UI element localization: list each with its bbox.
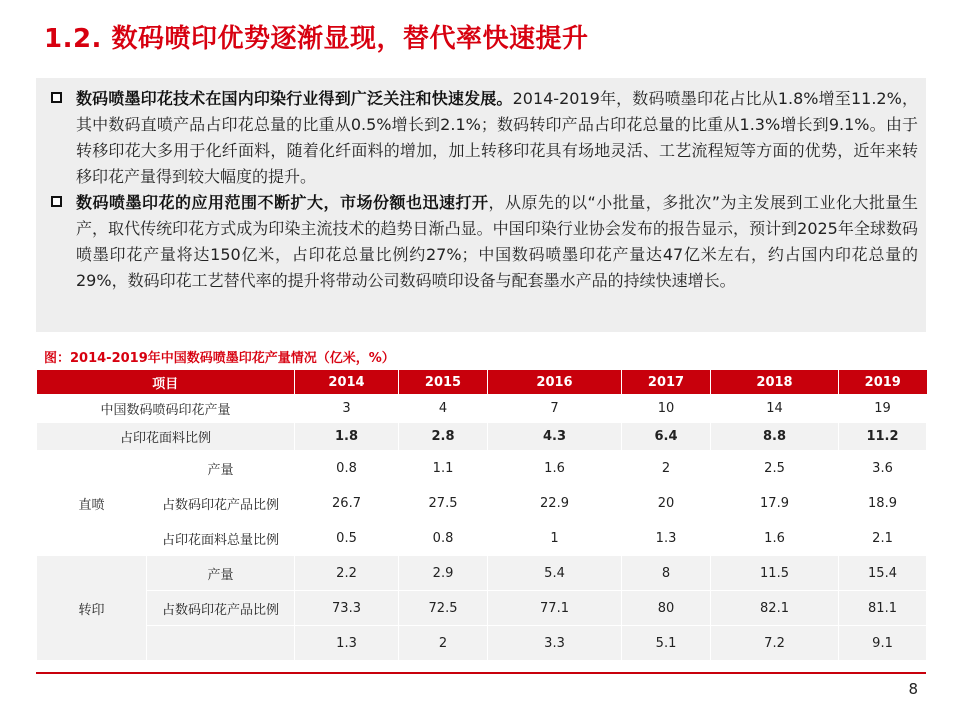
table-cell: 18.9 <box>839 486 927 521</box>
table-cell: 11.5 <box>711 556 839 591</box>
bullet-body <box>76 86 918 190</box>
group-label-direct: 直喷 <box>37 451 147 556</box>
table-cell: 2 <box>399 626 488 661</box>
table-row <box>37 423 927 451</box>
bullet-text: 2014-2019年，数码喷墨印花占比从1.8%增至11.2%，其中数码直喷产品占印花总量的比重从0.5%增长到2.1%；数码转印产品占印花总量的比重从1.3%增长到9.1%。由于转移印花大多用于化纤面料，随着化纤面料的增加，加上转移印花具有场地灵活、工艺流程短等方面的优势，近年来转移印花产量得到较大幅度的提升。 <box>76 89 918 186</box>
table-cell: 6.4 <box>622 423 711 451</box>
row-label: 产量 <box>147 451 295 486</box>
table-cell: 2 <box>622 451 711 486</box>
page-title: 1.2. 数码喷印优势逐渐显现，替代率快速提升 <box>44 24 589 54</box>
table-cell: 5.4 <box>488 556 622 591</box>
table-cell: 5.1 <box>622 626 711 661</box>
table-row <box>37 486 927 521</box>
table-cell: 20 <box>622 486 711 521</box>
table-cell: 11.2 <box>839 423 927 451</box>
table-cell: 2.2 <box>295 556 399 591</box>
table-cell: 82.1 <box>711 591 839 626</box>
table-row <box>37 521 927 556</box>
header-year: 2018 <box>711 370 839 395</box>
table-cell: 8 <box>622 556 711 591</box>
table-header-row <box>37 370 927 395</box>
table-cell: 73.3 <box>295 591 399 626</box>
square-bullet-icon <box>36 190 76 294</box>
table-row <box>37 451 927 486</box>
table-cell: 72.5 <box>399 591 488 626</box>
table-cell: 14 <box>711 395 839 423</box>
table-cell: 27.5 <box>399 486 488 521</box>
bullet-body <box>76 190 918 294</box>
page-number: 8 <box>908 680 918 698</box>
table-cell: 3.6 <box>839 451 927 486</box>
table-cell: 4 <box>399 395 488 423</box>
bullet-bold-lead: 数码喷墨印花的应用范围不断扩大，市场份额也迅速打开 <box>76 193 489 212</box>
table-cell: 7.2 <box>711 626 839 661</box>
header-year: 2015 <box>399 370 488 395</box>
row-label: 占印花面料总量比例 <box>147 521 295 556</box>
table-row <box>37 556 927 591</box>
production-table <box>36 370 927 661</box>
table-cell: 7 <box>488 395 622 423</box>
table-cell: 3 <box>295 395 399 423</box>
table-cell: 1.8 <box>295 423 399 451</box>
row-label: 占印花面料比例 <box>37 423 295 451</box>
row-label: 中国数码喷码印花产量 <box>37 395 295 423</box>
table-caption: 图：2014-2019年中国数码喷墨印花产量情况（亿米，%） <box>44 351 395 366</box>
square-bullet-icon <box>36 86 76 190</box>
table-cell: 77.1 <box>488 591 622 626</box>
table-cell: 1.6 <box>711 521 839 556</box>
table-cell: 26.7 <box>295 486 399 521</box>
table-cell: 1.6 <box>488 451 622 486</box>
group-label-transfer: 转印 <box>37 556 147 661</box>
table-cell: 0.5 <box>295 521 399 556</box>
table-cell: 1.1 <box>399 451 488 486</box>
table-row <box>37 591 927 626</box>
header-year: 2017 <box>622 370 711 395</box>
bottom-divider <box>36 672 926 674</box>
row-label: 占数码印花产品比例 <box>147 486 295 521</box>
bullet-bold-lead: 数码喷墨印花技术在国内印染行业得到广泛关注和快速发展。 <box>76 89 513 108</box>
header-year: 2016 <box>488 370 622 395</box>
table-cell: 15.4 <box>839 556 927 591</box>
table-cell: 1.3 <box>622 521 711 556</box>
table-cell: 10 <box>622 395 711 423</box>
table-cell: 1 <box>488 521 622 556</box>
row-label: 产量 <box>147 556 295 591</box>
table-cell: 2.9 <box>399 556 488 591</box>
table-cell: 19 <box>839 395 927 423</box>
table-cell: 8.8 <box>711 423 839 451</box>
header-year: 2014 <box>295 370 399 395</box>
table-row <box>37 626 927 661</box>
table-cell: 17.9 <box>711 486 839 521</box>
table-cell: 2.8 <box>399 423 488 451</box>
table-cell: 9.1 <box>839 626 927 661</box>
table-cell: 81.1 <box>839 591 927 626</box>
header-item: 项目 <box>37 370 295 395</box>
table-cell: 2.1 <box>839 521 927 556</box>
table-cell: 4.3 <box>488 423 622 451</box>
row-label <box>147 626 295 661</box>
header-year: 2019 <box>839 370 927 395</box>
table-cell: 2.5 <box>711 451 839 486</box>
table-cell: 0.8 <box>295 451 399 486</box>
table-cell: 80 <box>622 591 711 626</box>
summary-text-box <box>36 78 926 332</box>
bullet-text: ，从原先的以“小批量，多批次”为主发展到工业化大批量生产，取代传统印花方式成为印染主流技术的趋势日渐凸显。中国印染行业协会发布的报告显示，预计到2025年全球数码喷墨印花产量将达150亿米，占印花总量比例约27%；中国数码喷墨印花产量达47亿米左右，约占国内印花总量的29%，数码印花工艺替代率的提升将带动公司数码喷印设备与配套墨水产品的持续快速增长。 <box>76 193 918 290</box>
table-cell: 0.8 <box>399 521 488 556</box>
table-row <box>37 395 927 423</box>
table-cell: 3.3 <box>488 626 622 661</box>
bullet-item <box>36 190 918 294</box>
table-cell: 22.9 <box>488 486 622 521</box>
row-label: 占数码印花产品比例 <box>147 591 295 626</box>
bullet-item <box>36 86 918 190</box>
table-cell: 1.3 <box>295 626 399 661</box>
